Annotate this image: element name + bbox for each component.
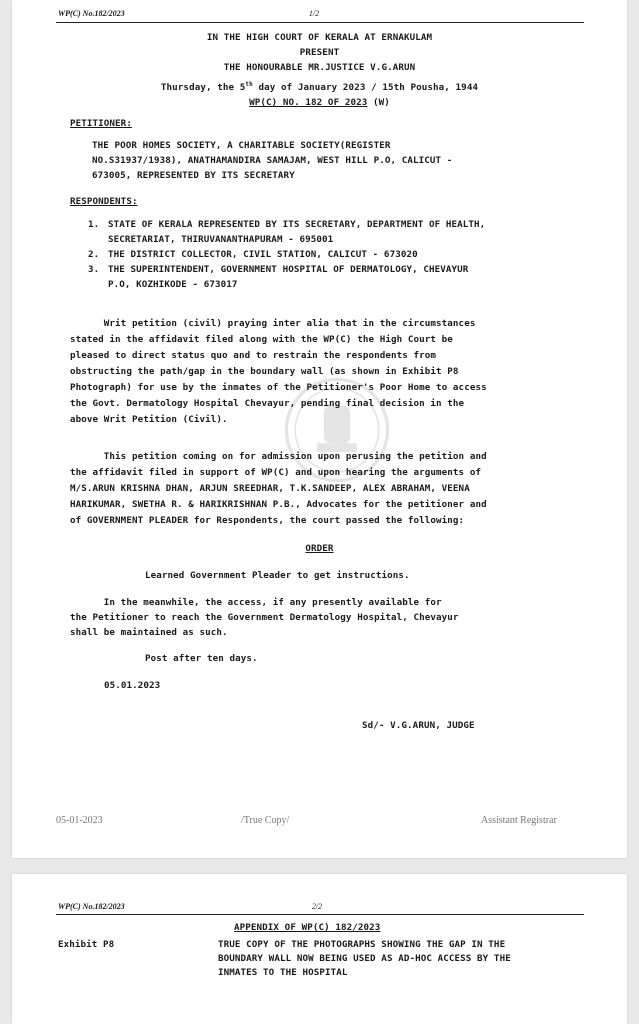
respondent-line: P.O, KOZHIKODE - 673017: [108, 279, 238, 290]
respondent-number: 1.: [88, 219, 100, 230]
present-label: PRESENT: [299, 47, 340, 58]
hearing-line: This petition coming on for admission upon perusing the petition and: [70, 451, 487, 462]
respondent-number: 3.: [88, 264, 100, 275]
document-page-1: [12, 0, 627, 858]
prayer-line: Photograph) for use by the inmates of the Petitioner's Poor Home to access: [70, 382, 487, 393]
petitioner-heading: PETITIONER:: [70, 118, 132, 129]
footer-registrar: Assistant Registrar: [481, 815, 557, 826]
exhibit-description-line: TRUE COPY OF THE PHOTOGRAPHS SHOWING THE GAP IN THE: [218, 939, 506, 950]
page-number: 1/2: [308, 9, 320, 18]
judge-signature: Sd/- V.G.ARUN, JUDGE: [362, 720, 475, 731]
justice-name: THE HONOURABLE MR.JUSTICE V.G.ARUN: [223, 62, 416, 73]
footer-true-copy: /True Copy/: [241, 815, 290, 826]
case-number: WP(C) NO. 182 OF 2023 (W): [249, 97, 390, 108]
prayer-line: above Writ Petition (Civil).: [70, 414, 228, 425]
exhibit-description-line: BOUNDARY WALL NOW BEING USED AS AD-HOC ACCESS BY THE: [218, 953, 511, 964]
prayer-line: pleased to direct status quo and to restrain the respondents from: [70, 350, 437, 361]
case-header: WP(C) No.182/2023: [58, 902, 125, 911]
respondents-heading: RESPONDENTS:: [70, 196, 138, 207]
prayer-line: stated in the affidavit filed along with the WP(C) the High Court be: [70, 334, 453, 345]
case-header: WP(C) No.182/2023: [58, 9, 125, 18]
order-line: the Petitioner to reach the Government Dermatology Hospital, Chevayur: [70, 612, 459, 623]
respondent-line: SECRETARIAT, THIRUVANANTHAPURAM - 695001: [108, 234, 334, 245]
hearing-line: of GOVERNMENT PLEADER for Respondents, the court passed the following:: [70, 515, 465, 526]
header-divider: [56, 22, 584, 23]
hearing-line: M/S.ARUN KRISHNA DHAN, ARJUN SREEDHAR, T.K.SANDEEP, ALEX ABRAHAM, VEENA: [70, 483, 470, 494]
respondent-line: THE DISTRICT COLLECTOR, CIVIL STATION, CALICUT - 673020: [108, 249, 418, 260]
page-number: 2/2: [311, 902, 323, 911]
respondent-number: 2.: [88, 249, 100, 260]
petitioner-line: 673005, REPRESENTED BY ITS SECRETARY: [92, 170, 295, 181]
court-name: IN THE HIGH COURT OF KERALA AT ERNAKULAM: [206, 32, 433, 43]
petitioner-line: THE POOR HOMES SOCIETY, A CHARITABLE SOCIETY(REGISTER: [92, 140, 391, 151]
prayer-line: obstructing the path/gap in the boundary wall (as shown in Exhibit P8: [70, 366, 459, 377]
exhibit-label: Exhibit P8: [58, 939, 115, 950]
prayer-line: the Govt. Dermatology Hospital Chevayur, pending final decision in the: [70, 398, 465, 409]
exhibit-description-line: INMATES TO THE HOSPITAL: [218, 967, 348, 978]
order-heading: ORDER: [305, 543, 334, 554]
order-paragraph: Learned Government Pleader to get instructions.: [145, 570, 410, 581]
order-line: shall be maintained as such.: [70, 627, 228, 638]
hearing-line: the affidavit filed in support of WP(C) and upon hearing the arguments of: [70, 467, 482, 478]
header-divider: [56, 914, 584, 915]
prayer-line: Writ petition (civil) praying inter alia that in the circumstances: [70, 318, 476, 329]
respondent-line: THE SUPERINTENDENT, GOVERNMENT HOSPITAL OF DERMATOLOGY, CHEVAYUR: [108, 264, 469, 275]
post-after-text: Post after ten days.: [145, 653, 258, 664]
appendix-title: APPENDIX OF WP(C) 182/2023: [234, 922, 381, 933]
order-line: In the meanwhile, the access, if any presently available for: [70, 597, 442, 608]
footer-date: 05-01-2023: [56, 815, 103, 826]
hearing-line: HARIKUMAR, SWETHA R. & HARIKRISHNAN P.B., Advocates for the petitioner and: [70, 499, 487, 510]
document-page-2: [12, 874, 627, 1024]
hearing-date: Thursday, the 5th day of January 2023 / 15th Pousha, 1944: [160, 80, 479, 93]
order-date: 05.01.2023: [104, 680, 161, 691]
petitioner-line: NO.S31937/1938), ANATHAMANDIRA SAMAJAM, WEST HILL P.O, CALICUT -: [92, 155, 453, 166]
respondent-line: STATE OF KERALA REPRESENTED BY ITS SECRETARY, DEPARTMENT OF HEALTH,: [108, 219, 486, 230]
